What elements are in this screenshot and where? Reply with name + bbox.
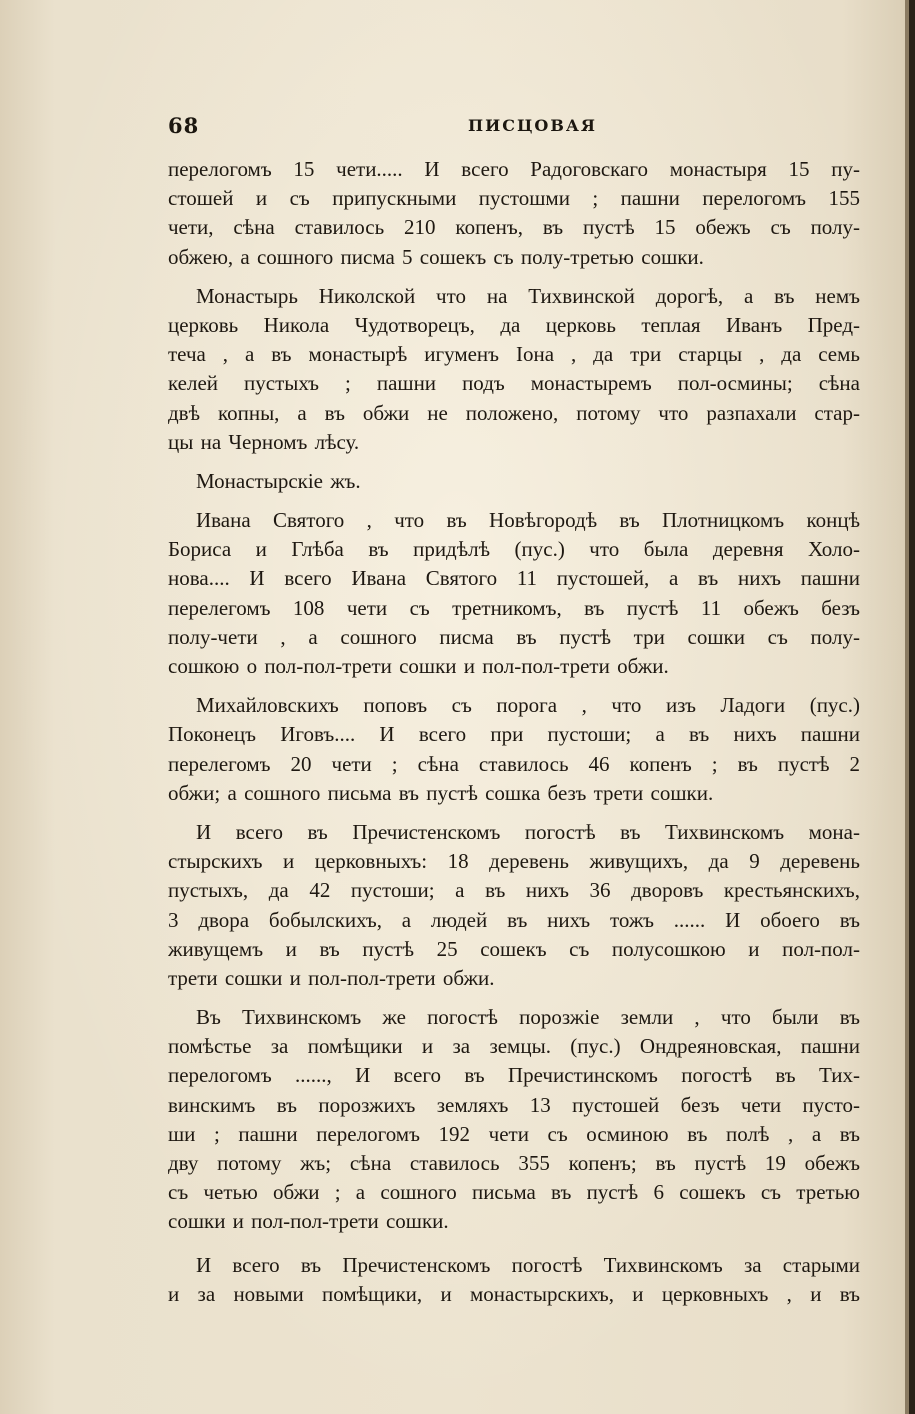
text-line: полу-чети , а сошного писма въ пустѣ три сошки съ полу- [168,624,860,649]
text-line: Бориса и Глѣба въ придѣлѣ (пус.) что была деревня Холо- [168,537,860,562]
text-line: перелегомъ 108 чети съ третникомъ, въ пустѣ 11 обежъ безъ [168,595,860,620]
paragraph [168,155,860,272]
text-line: стошей и съ припускными пустошми ; пашни перелогомъ 155 [168,186,860,211]
text-line: трети сошки и пол-пол-трети обжи. [168,965,495,990]
paragraph [168,467,860,496]
paragraph-gap [168,993,860,1003]
paragraph-gap [168,272,860,282]
text-line: Михайловскихъ поповъ съ порога , что изъ Ладоги (пус.) [196,693,860,718]
text-line: чети, сѣна ставилось 210 копенъ, въ пустѣ 15 обежъ съ полу- [168,215,860,240]
text-line: обжи; а сошного письма въ пустѣ сошка безъ трети сошки. [168,780,714,805]
text-line: сошки и пол-пол-трети сошки. [168,1209,449,1234]
text-line: ши ; пашни перелогомъ 192 чети съ осминою въ полѣ , а въ [168,1121,860,1146]
text-line: винскимъ въ порозжихъ земляхъ 13 пустошей безъ чети пусто- [168,1092,860,1117]
paragraph-gap [168,496,860,506]
body-text [168,155,860,1309]
paragraph [168,1003,860,1237]
text-line: дву потому жъ; сѣна ставилось 355 копенъ; въ пустѣ 19 обежъ [168,1151,860,1175]
text-line: Монастырь Николской что на Тихвинской дорогѣ, а въ немъ [196,283,860,308]
paragraph [168,506,860,681]
page-edge [909,0,915,1414]
text-line: пустыхъ, да 42 пустоши; а въ нихъ 36 дворовъ крестьянскихъ, [168,878,860,903]
page-header [168,113,860,143]
paragraph-gap [168,457,860,467]
text-line: обжею, а сошного писма 5 сошекъ съ полу-третью сошки. [168,244,704,269]
text-line: И всего въ Пречистенскомъ погостѣ въ Тихвинскомъ мона- [196,819,860,844]
paragraph [168,691,860,808]
text-line: Поконецъ Иговъ.... И всего при пустоши; а въ нихъ пашни [168,722,860,747]
text-line: двѣ копны, а въ обжи не положено, потому что разпахали стар- [168,400,860,425]
paragraph [168,818,860,993]
text-line: живущемъ и въ пустѣ 25 сошекъ съ полусошкою и пол-пол- [168,936,860,961]
text-line: цы на Черномъ лѣсу. [168,429,360,454]
text-line: и за новыми помѣщики, и монастырскихъ, и церковныхъ , и въ [168,1281,860,1306]
text-line: 3 двора бобылскихъ, а людей въ нихъ тожъ ...... И обоего въ [168,907,860,932]
text-line: И всего въ Пречистенскомъ погостѣ Тихвинскомъ за старыми [196,1252,860,1277]
text-line: Ивана Святого , что въ Новѣгородѣ въ Плотницкомъ концѣ [196,508,860,533]
page-number: 68 [168,113,200,138]
text-line: перелогомъ 15 чети..... И всего Радоговскаго монастыря 15 пу- [168,157,860,181]
text-line: Въ Тихвинскомъ же погостѣ порозжiе земли , что были въ [196,1005,860,1030]
paragraph [168,282,860,457]
text-line: перелегомъ 20 чети ; сѣна ставилось 46 копенъ ; въ пустѣ 2 [168,751,860,776]
text-line: церковь Никола Чудотворецъ, да церковь теплая Иванъ Пред- [168,312,860,337]
paragraph [168,1251,860,1309]
text-line: сошкою о пол-пол-трети сошки и пол-пол-трети обжи. [168,654,669,678]
paragraph-gap [168,1237,860,1251]
running-head: ПИСЦОВАЯ [468,116,598,135]
text-line: стырскихъ и церковныхъ: 18 деревень живущихъ, да 9 деревень [168,849,860,874]
paragraph-gap [168,808,860,818]
text-line: келей пустыхъ ; пашни подъ монастыремъ пол-осмины; сѣна [168,371,860,396]
text-line: нова.... И всего Ивана Святого 11 пустошей, а въ нихъ пашни [168,566,860,591]
paragraph-gap [168,681,860,691]
text-line: перелогомъ ......, И всего въ Пречистинскомъ погостѣ въ Тих- [168,1063,860,1088]
text-line: Монастырскiе жъ. [196,468,361,493]
text-line: теча , а въ монастырѣ игуменъ Iона , да три старцы , да семь [168,342,860,367]
text-line: съ четью обжи ; а сошного письма въ пустѣ 6 сошекъ съ третью [168,1180,860,1205]
text-line: помѣстье за помѣщики и за земцы. (пус.) Ондреяновская, пашни [168,1034,860,1059]
